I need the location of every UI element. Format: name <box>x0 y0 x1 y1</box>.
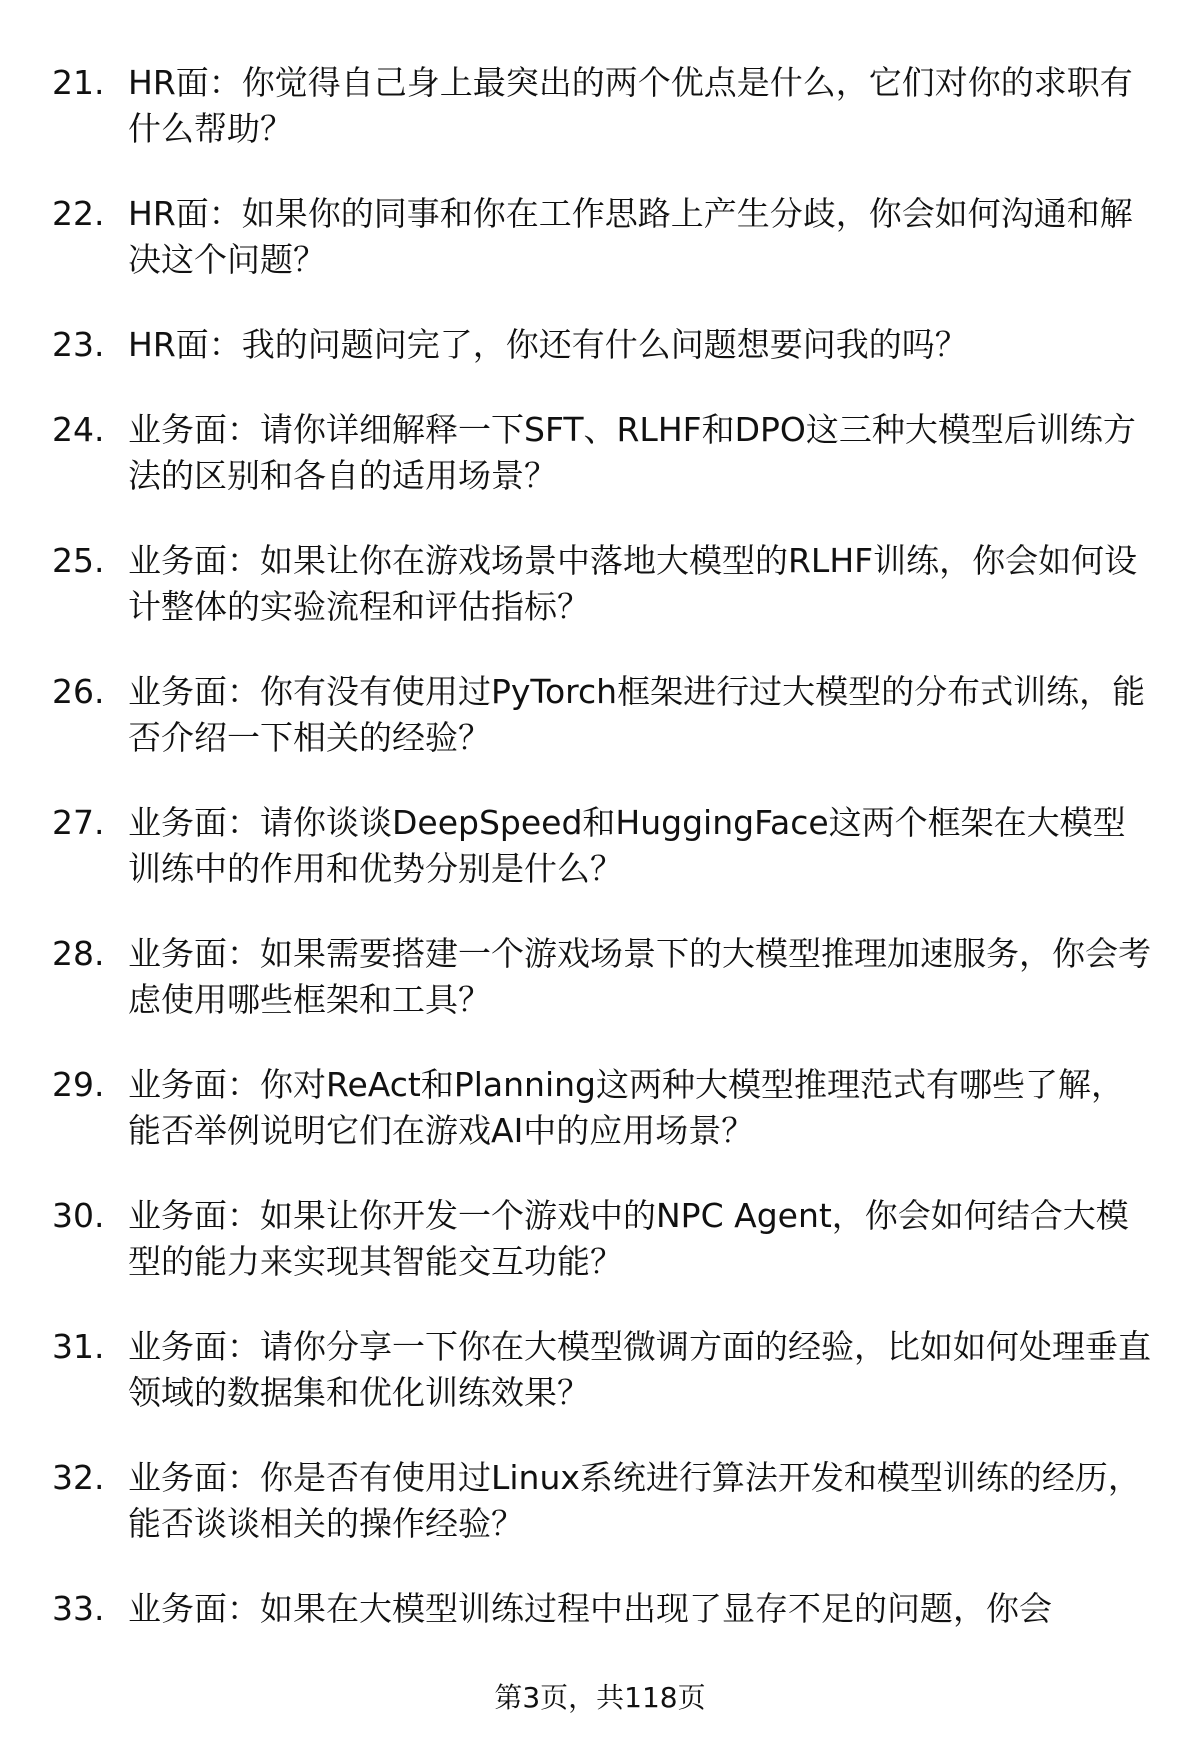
question-number: 32. <box>52 1458 105 1497</box>
question-text: 业务面：请你详细解释一下SFT、RLHF和DPO这三种大模型后训练方法的区别和各自的适用场景？ <box>128 410 1136 495</box>
question-text: HR面：你觉得自己身上最突出的两个优点是什么，它们对你的求职有什么帮助？ <box>128 63 1133 148</box>
question-number: 22. <box>52 194 105 233</box>
question-number: 33. <box>52 1589 105 1628</box>
question-number: 30. <box>52 1196 105 1235</box>
list-item <box>52 1062 1152 1193</box>
question-text: 业务面：请你分享一下你在大模型微调方面的经验，比如如何处理垂直领域的数据集和优化训练效果？ <box>128 1327 1151 1412</box>
list-item <box>52 1455 1152 1586</box>
question-number: 28. <box>52 934 105 973</box>
question-text: 业务面：如果在大模型训练过程中出现了显存不足的问题，你会 <box>128 1589 1052 1628</box>
question-text: 业务面：请你谈谈DeepSpeed和HuggingFace这两个框架在大模型训练中的作用和优势分别是什么？ <box>128 803 1126 888</box>
question-number: 29. <box>52 1065 105 1104</box>
question-list <box>52 60 1152 1646</box>
list-item <box>52 60 1152 191</box>
question-text: 业务面：如果需要搭建一个游戏场景下的大模型推理加速服务，你会考虑使用哪些框架和工具？ <box>128 934 1151 1019</box>
list-item <box>52 191 1152 322</box>
list-item <box>52 538 1152 669</box>
question-number: 21. <box>52 63 105 102</box>
question-text: 业务面：你是否有使用过Linux系统进行算法开发和模型训练的经历，能否谈谈相关的操作经验？ <box>128 1458 1141 1543</box>
question-number: 26. <box>52 672 105 711</box>
question-number: 23. <box>52 325 105 364</box>
list-item <box>52 931 1152 1062</box>
question-text: 业务面：你有没有使用过PyTorch框架进行过大模型的分布式训练，能否介绍一下相关的经验？ <box>128 672 1146 757</box>
question-number: 25. <box>52 541 105 580</box>
page-number-footer: 第3页，共118页 <box>494 1681 706 1714</box>
list-item <box>52 1324 1152 1455</box>
question-text: 业务面：如果让你开发一个游戏中的NPC Agent，你会如何结合大模型的能力来实现其智能交互功能？ <box>128 1196 1129 1281</box>
question-text: 业务面：你对ReAct和Planning这两种大模型推理范式有哪些了解，能否举例说明它们在游戏AI中的应用场景？ <box>128 1065 1124 1150</box>
question-text: HR面：如果你的同事和你在工作思路上产生分歧，你会如何沟通和解决这个问题？ <box>128 194 1133 279</box>
question-number: 31. <box>52 1327 105 1366</box>
list-item <box>52 800 1152 931</box>
list-item <box>52 1586 1152 1646</box>
list-item <box>52 407 1152 538</box>
list-item <box>52 669 1152 800</box>
question-text: 业务面：如果让你在游戏场景中落地大模型的RLHF训练，你会如何设计整体的实验流程和评估指标？ <box>128 541 1138 626</box>
question-number: 27. <box>52 803 105 842</box>
list-item <box>52 322 1152 407</box>
question-number: 24. <box>52 410 105 449</box>
list-item <box>52 1193 1152 1324</box>
question-text: HR面：我的问题问完了，你还有什么问题想要问我的吗？ <box>128 325 968 364</box>
